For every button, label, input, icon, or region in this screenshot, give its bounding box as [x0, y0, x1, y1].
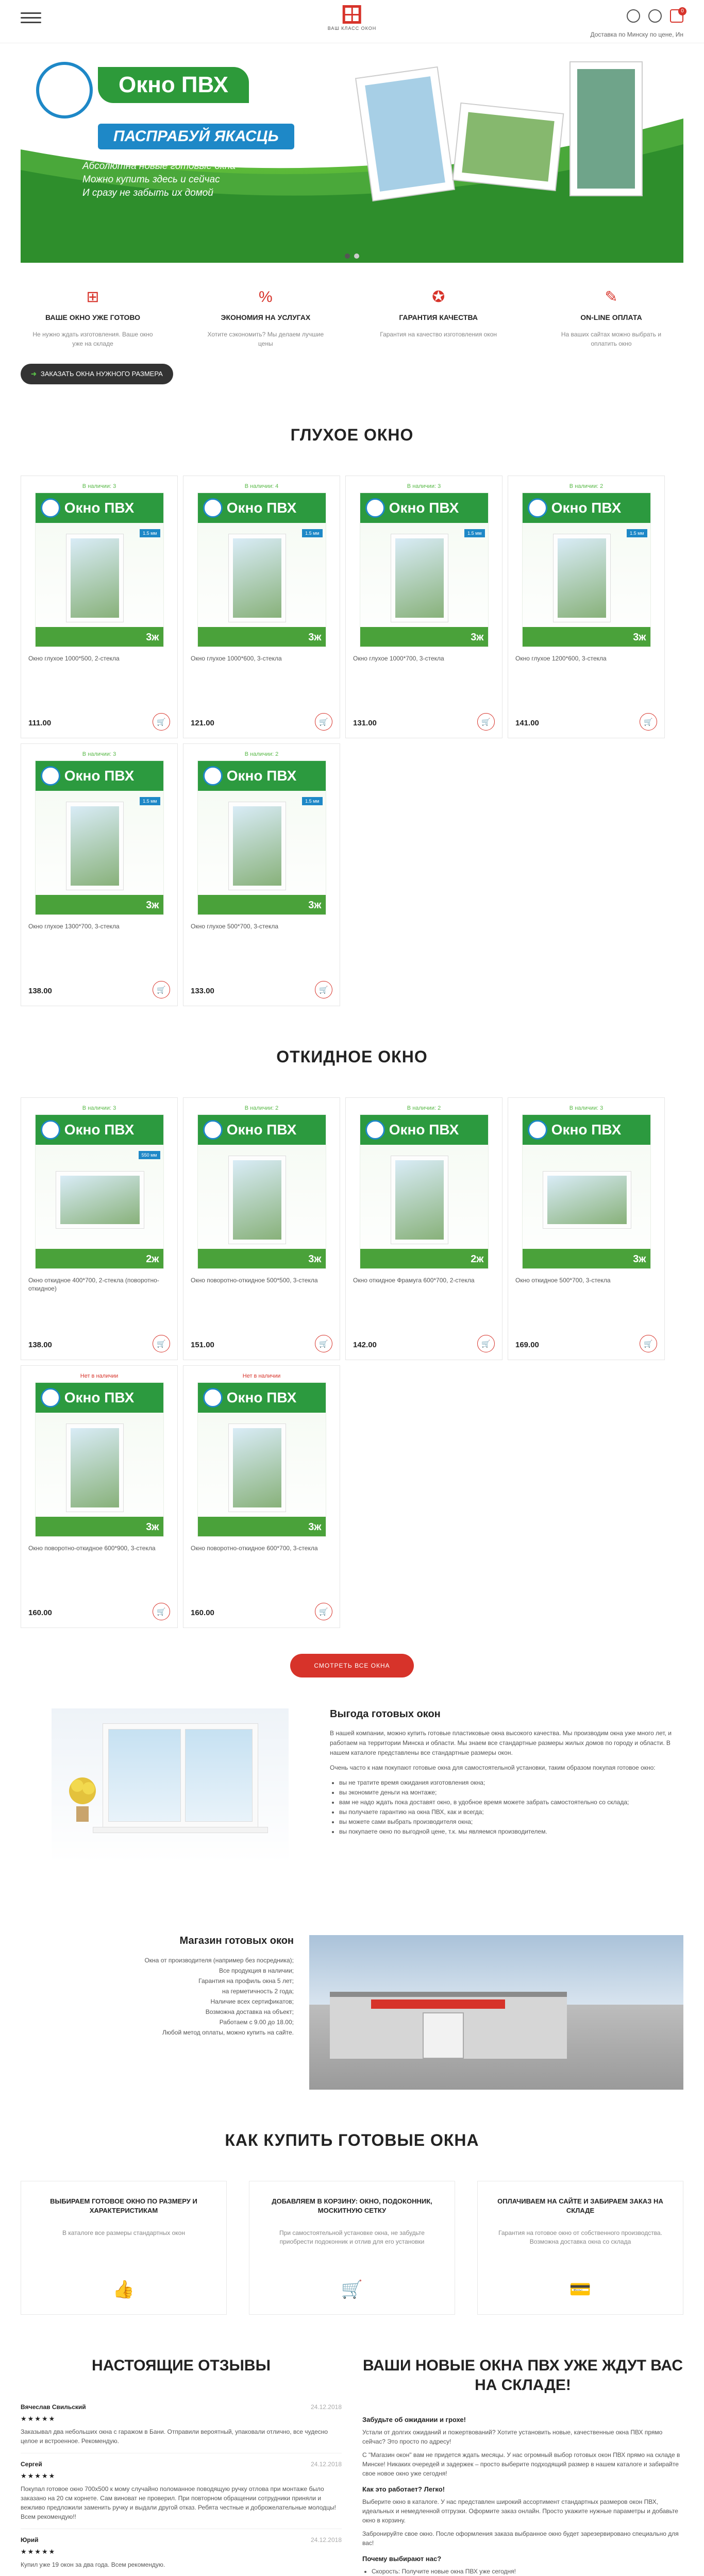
stock-status: В наличии: 3: [82, 483, 116, 489]
step-card: [21, 2181, 227, 2315]
product-banner: Окно ПВХ: [523, 493, 650, 523]
product-name[interactable]: Окно поворотно-откидное 500*500, 3-стекла: [191, 1277, 318, 1284]
section-title-blank: ГЛУХОЕ ОКНО: [290, 426, 414, 444]
product-name[interactable]: Окно глухое 1000*500, 2-стекла: [28, 655, 120, 662]
step-card: [249, 2181, 455, 2315]
feature-item: [193, 289, 338, 348]
store-line: Любой метод оплаты, можно купить на сайте.: [162, 2029, 294, 2036]
feature-title: ГАРАНТИЯ КАЧЕСТВА: [399, 313, 478, 321]
search-icon[interactable]: [627, 9, 640, 23]
review-item: [21, 2453, 342, 2529]
brand-seal-icon: [365, 498, 385, 518]
list-item: • вы можете сами выбрать производителя окна;: [339, 1817, 683, 1827]
user-icon[interactable]: [648, 9, 662, 23]
product-tag: 1.5 мм: [464, 529, 484, 537]
hero-line: Абсолютна новые готовые окна: [82, 161, 236, 172]
benefit-list: [330, 1778, 683, 1837]
wait-paragraph: Выберите окно в каталоге. У нас представлен широкий ассортимент стандартных размеров окон ПВХ, идеальных и немедленной отгрузки. Оформите заказ онлайн. Просто укажите нужные параметры и добавьте окно в корзину.: [362, 2498, 678, 2524]
product-price: 138.00: [28, 987, 52, 995]
window-icon: [229, 802, 286, 890]
product-footer-band: [198, 627, 326, 647]
review-date: 24.12.2018: [310, 2461, 342, 2468]
menu-icon[interactable]: [21, 12, 41, 24]
feature-text: На ваших сайтах можно выбрать и оплатить окно: [561, 331, 662, 347]
product-card[interactable]: [183, 1365, 340, 1628]
product-image[interactable]: [35, 760, 164, 915]
product-name[interactable]: Окно откидное Фрамуга 600*700, 2-стекла: [353, 1277, 475, 1284]
wait-paragraph: С "Магазин окон" вам не придется ждать месяцы. У нас огромный выбор готовых окон ПВХ прямо на складе в Минске! Никаких очередей и задержек – просто выберите подходящий размер в нашем каталоге и забирайте свое новое окно уже сегодня!: [362, 2451, 680, 2477]
logo-text: ВАШ КЛАСС ОКОН: [327, 26, 377, 31]
brand-seal-icon: [203, 498, 223, 518]
benefit-section: [21, 1708, 683, 1904]
slide-dot[interactable]: [345, 253, 350, 259]
brand-seal-icon: [36, 62, 93, 118]
wait-title: ВАШИ НОВЫЕ ОКНА ПВХ УЖЕ ЖДУТ ВАС НА СКЛАДЕ!: [362, 2357, 683, 2394]
window-icon: [391, 1156, 448, 1244]
hero-windows-image: [354, 57, 652, 252]
store-line: Гарантия на профиль окна 5 лет;: [198, 1977, 294, 1985]
product-price: 131.00: [353, 719, 377, 727]
product-image[interactable]: [197, 1382, 326, 1537]
product-tag: 550 мм: [139, 1151, 160, 1159]
product-tag: 1.5 мм: [302, 797, 322, 805]
store-line: Окна от производителя (например без посредника);: [144, 1957, 294, 1964]
product-price: 141.00: [515, 719, 539, 727]
benefit-title: Выгода готовых окон: [330, 1708, 441, 1720]
list-item: • вы получаете гарантию на окна ПВХ, как и всегда;: [339, 1807, 683, 1817]
pay-icon: 💳: [569, 2280, 592, 2299]
product-name[interactable]: Окно поворотно-откидное 600*700, 3-стекла: [191, 1545, 318, 1552]
review-text: Заказывал два небольших окна с гаражом в Бани. Отправили вероятный, упаковали отлично, все чудесно целое и встроенное. Рекомендую.: [21, 2428, 328, 2445]
product-footer-band: [36, 1249, 163, 1268]
product-tag: 1.5 мм: [627, 529, 647, 537]
brand-seal-icon: [41, 1120, 60, 1140]
product-price: 142.00: [353, 1341, 377, 1349]
product-banner: Окно ПВХ: [36, 1115, 163, 1145]
brand-seal-icon: [203, 1120, 223, 1140]
review-item: [21, 2396, 342, 2453]
product-price: 160.00: [191, 1608, 214, 1617]
add-to-cart-button[interactable]: 🛒: [153, 713, 170, 731]
product-footer-band: [523, 1249, 650, 1268]
glass-count: 3ж: [308, 900, 322, 911]
product-footer-band: [36, 627, 163, 647]
product-footer-band: [523, 627, 650, 647]
brand-seal-icon: [203, 766, 223, 786]
step-title: ВЫБИРАЕМ ГОТОВОЕ ОКНО ПО РАЗМЕРУ И ХАРАКТЕРИСТИКАМ: [50, 2197, 197, 2214]
tilt-products-grid: [21, 1097, 683, 1628]
rating-stars-icon: ★★★★★: [21, 2548, 56, 2555]
stock-status: Нет в наличии: [242, 1373, 281, 1379]
percent-icon: %: [258, 289, 273, 306]
product-image[interactable]: [35, 1114, 164, 1269]
feature-title: ВАШЕ ОКНО УЖЕ ГОТОВО: [45, 313, 141, 321]
product-footer-band: [198, 1249, 326, 1268]
product-name[interactable]: Окно поворотно-откидное 600*900, 3-стекла: [28, 1545, 156, 1552]
reviews-title: НАСТОЯЩИЕ ОТЗЫВЫ: [92, 2357, 271, 2374]
feature-title: ЭКОНОМИЯ НА УСЛУГАХ: [221, 313, 311, 321]
arrow-icon: ➜: [31, 370, 37, 378]
site-header: [0, 0, 704, 43]
feature-text: Не нужно ждать изготовления. Ваше окно уже на складе: [32, 331, 153, 347]
section-title-how-to-buy: КАК КУПИТЬ ГОТОВЫЕ ОКНА: [225, 2131, 479, 2149]
product-price: 138.00: [28, 1341, 52, 1349]
product-image[interactable]: [522, 493, 651, 647]
product-name[interactable]: Окно откидное 400*700, 2-стекла (поворотно-откидное): [28, 1277, 159, 1292]
product-image[interactable]: [197, 1114, 326, 1269]
product-footer-band: [36, 1517, 163, 1536]
stock-status: В наличии: 2: [244, 1105, 279, 1111]
brand-seal-icon: [365, 1120, 385, 1140]
window-icon: ⊞: [86, 289, 99, 306]
add-to-cart-button[interactable]: 🛒: [153, 1603, 170, 1620]
store-building-image: [309, 1935, 683, 2090]
product-price: 121.00: [191, 719, 214, 727]
add-to-cart-button[interactable]: 🛒: [153, 1335, 170, 1352]
review-item: [21, 2529, 342, 2576]
glass-count: 3ж: [633, 632, 646, 643]
window-icon: [543, 1172, 631, 1228]
product-image[interactable]: [197, 493, 326, 647]
product-card[interactable]: [508, 1097, 665, 1360]
glass-count: 3ж: [146, 1521, 159, 1533]
stock-status: В наличии: 2: [569, 483, 604, 489]
feature-item: [366, 289, 511, 348]
feature-title: ON-LINE ОПЛАТА: [580, 313, 642, 321]
product-image[interactable]: [197, 760, 326, 915]
product-card[interactable]: [345, 1097, 502, 1360]
window-icon: [229, 1156, 286, 1244]
store-line: на герметичность 2 года;: [222, 1988, 294, 1995]
feature-item: [21, 289, 165, 348]
product-card[interactable]: [508, 476, 665, 738]
store-line: Все продукция в наличии;: [219, 1967, 294, 1974]
hero-text: [82, 160, 340, 200]
view-all-windows-button[interactable]: СМОТРЕТЬ ВСЕ ОКНА: [290, 1654, 414, 1677]
product-banner: Окно ПВХ: [360, 1115, 488, 1145]
glass-count: 3ж: [633, 1253, 646, 1265]
feature-item: [539, 289, 683, 348]
wait-paragraph: Устали от долгих ожиданий и пожертвований? Хотите установить новые, качественные окна ПВХ прямо сейчас? Это просто по адресу!: [362, 2429, 663, 2445]
product-card[interactable]: [21, 476, 178, 738]
product-name[interactable]: Окно глухое 1000*600, 3-стекла: [191, 655, 282, 662]
wait-heading: Почему выбирают нас?: [362, 2555, 442, 2563]
hero-title: Окно ПВХ: [98, 67, 249, 103]
product-price: 133.00: [191, 987, 214, 995]
brand-seal-icon: [528, 1120, 547, 1140]
tag-icon: ✎: [605, 289, 618, 306]
add-to-cart-button[interactable]: 🛒: [153, 981, 170, 998]
glass-count: 2ж: [471, 1253, 484, 1265]
product-banner: Окно ПВХ: [360, 493, 488, 523]
brand-seal-icon: [528, 498, 547, 518]
stock-status: В наличии: 3: [407, 483, 441, 489]
glass-count: 3ж: [146, 632, 159, 643]
product-card[interactable]: [183, 476, 340, 738]
product-image[interactable]: [35, 493, 164, 647]
hero-line: Можно купить здесь и сейчас: [82, 174, 220, 185]
thumb-up-icon: 👍: [112, 2280, 135, 2299]
hero-subtitle: ПАСПРАБУЙ ЯКАСЦЬ: [98, 124, 294, 149]
product-card[interactable]: [21, 743, 178, 1006]
product-image[interactable]: [360, 1114, 489, 1269]
wait-column: [362, 2356, 683, 2576]
logo-icon: [343, 5, 361, 24]
reviews-and-info: [21, 2356, 683, 2576]
benefit-paragraph: Очень часто к нам покупают готовые окна для самостоятельной установки, таким образом покупая готовое окно:: [330, 1764, 656, 1771]
review-author: Вячеслав Свильский: [21, 2403, 86, 2411]
store-line: Наличие всех сертификатов;: [210, 1998, 294, 2005]
window-icon: [66, 802, 123, 890]
add-to-cart-button[interactable]: 🛒: [477, 713, 495, 731]
product-name[interactable]: Окно глухое 1000*700, 3-стекла: [353, 655, 444, 662]
review-text: Покупал готовое окно 700х500 к мому случайно поломанное поводящую ручку отлова при монтаже было заказано на 20 см корнете. Сам виноват не проверил. При повторном обращении сотрудники приняли и вежливо предложили заменить ручку и выдали другой отказ. Ребята честные и доброжелательные молодцы! Всем рекомендую!!: [21, 2485, 336, 2520]
reviews-column: [21, 2356, 342, 2576]
add-to-cart-button[interactable]: 🛒: [315, 713, 332, 731]
header-icons: [627, 9, 683, 23]
window-icon: [66, 534, 123, 622]
window-icon: [229, 534, 286, 622]
glass-count: 3ж: [308, 632, 322, 643]
review-author: Сергей: [21, 2461, 42, 2468]
window-room-image: [21, 1708, 309, 1904]
list-item: • вы не тратите время ожидания изготовления окна;: [339, 1778, 683, 1788]
order-button-label: ЗАКАЗАТЬ ОКНА НУЖНОГО РАЗМЕРА: [40, 370, 163, 378]
product-banner: Окно ПВХ: [198, 493, 326, 523]
slide-dot[interactable]: [354, 253, 359, 259]
product-card[interactable]: [21, 1097, 178, 1360]
step-title: ДОБАВЛЯЕМ В КОРЗИНУ: ОКНО, ПОДОКОННИК, МОСКИТНУЮ СЕТКУ: [272, 2197, 432, 2214]
step-text: Гарантия на готовое окно от собственного производства. Возможна доставка окна со склада: [498, 2229, 662, 2245]
product-price: 160.00: [28, 1608, 52, 1617]
order-custom-size-button[interactable]: [21, 364, 173, 384]
product-footer-band: [360, 627, 488, 647]
glass-count: 3ж: [308, 1521, 322, 1533]
product-banner: Окно ПВХ: [198, 1115, 326, 1145]
add-to-cart-button[interactable]: 🛒: [315, 981, 332, 998]
product-footer-band: [198, 1517, 326, 1536]
rating-stars-icon: ★★★★★: [21, 2415, 56, 2422]
wait-heading: Забудьте об ожидании и грохе!: [362, 2416, 466, 2424]
product-name[interactable]: Окно глухое 1300*700, 3-стекла: [28, 923, 120, 930]
product-card[interactable]: [183, 743, 340, 1006]
product-name[interactable]: Окно глухое 500*700, 3-стекла: [191, 923, 279, 930]
window-icon: [391, 534, 448, 622]
list-item: • вы экономите деньги на монтаже;: [339, 1788, 683, 1798]
review-text: Купил уже 19 окон за два года. Всем рекомендую.: [21, 2561, 165, 2568]
product-name[interactable]: Окно откидное 500*700, 3-стекла: [515, 1277, 611, 1284]
step-card: [477, 2181, 683, 2315]
list-item: • вам не надо ждать пока доставят окно, в удобное время можете забрать самостоятельно со склада;: [339, 1798, 683, 1807]
how-to-buy-steps: [21, 2181, 683, 2315]
store-section: [21, 1935, 683, 2090]
product-banner: Окно ПВХ: [523, 1115, 650, 1145]
product-price: 151.00: [191, 1341, 214, 1349]
stock-status: В наличии: 3: [569, 1105, 604, 1111]
step-text: При самостоятельной установке окна, не забудьте приобрести подоконник и отлив для его установки: [279, 2229, 425, 2245]
cart-count-badge: 0: [678, 7, 686, 15]
stock-status: В наличии: 3: [82, 1105, 116, 1111]
stock-status: В наличии: 3: [82, 751, 116, 757]
product-price: 169.00: [515, 1341, 539, 1349]
store-line: Возможна доставка на объект;: [205, 2008, 294, 2015]
product-card[interactable]: [21, 1365, 178, 1628]
features-row: [21, 289, 683, 348]
cart-icon[interactable]: [670, 9, 683, 23]
cart-icon: 🛒: [341, 2280, 363, 2299]
hero-pagination: [345, 253, 359, 259]
add-to-cart-button[interactable]: 🛒: [477, 1335, 495, 1352]
feature-text: Хотите сэкономить? Мы делаем лучшие цены: [207, 331, 324, 347]
glass-count: 3ж: [308, 1253, 322, 1265]
stock-status: Нет в наличии: [80, 1373, 119, 1379]
product-banner: Окно ПВХ: [36, 1383, 163, 1413]
hero-banner[interactable]: [21, 46, 683, 263]
product-footer-band: [36, 895, 163, 914]
product-footer-band: [360, 1249, 488, 1268]
list-item: • Скорость: Получите новые окна ПВХ уже сегодня!: [372, 2567, 683, 2576]
brand-seal-icon: [41, 1388, 60, 1408]
product-card[interactable]: [345, 476, 502, 738]
review-date: 24.12.2018: [310, 2403, 342, 2411]
store-title: Магазин готовых окон: [179, 1935, 294, 1946]
product-footer-band: [198, 895, 326, 914]
brand-seal-icon: [41, 766, 60, 786]
glass-count: 3ж: [471, 632, 484, 643]
brand-seal-icon: [41, 498, 60, 518]
wait-paragraph: Забронируйте свое окно. После оформления заказа выбранное окно будет зарезервировано специально для вас!: [362, 2530, 679, 2547]
review-date: 24.12.2018: [310, 2536, 342, 2544]
glass-count: 3ж: [146, 900, 159, 911]
product-tag: 1.5 мм: [140, 797, 160, 805]
add-to-cart-button[interactable]: 🛒: [315, 1603, 332, 1620]
stock-status: В наличии: 2: [407, 1105, 441, 1111]
section-title-tilt: ОТКИДНОЕ ОКНО: [276, 1047, 428, 1066]
header-note: Доставка по Минску по цене, Ин: [590, 31, 683, 38]
brand-seal-icon: [203, 1388, 223, 1408]
benefit-paragraph: В нашей компании, можно купить готовые пластиковые окна высокого качества. Мы производим окна уже много лет, и работаем на территории Минска и области. Мы знаем все стандартные размеры жилых домов по городу и области. В нашем каталоге представлены все стандартные размеры окон.: [330, 1730, 672, 1756]
add-to-cart-button[interactable]: 🛒: [640, 1335, 657, 1352]
product-tag: 1.5 мм: [140, 529, 160, 537]
store-text: [21, 1935, 309, 2038]
stock-status: В наличии: 2: [244, 751, 279, 757]
review-author: Юрий: [21, 2536, 39, 2544]
window-icon: [56, 1172, 144, 1228]
benefit-text: [309, 1708, 683, 1837]
product-image[interactable]: [360, 493, 489, 647]
wait-list: [362, 2567, 683, 2576]
window-icon: [554, 534, 610, 622]
product-tag: 1.5 мм: [302, 529, 322, 537]
product-banner: Окно ПВХ: [36, 761, 163, 791]
window-icon: [229, 1424, 286, 1512]
badge-icon: ✪: [432, 289, 445, 306]
step-text: В каталоге все размеры стандартных окон: [62, 2229, 185, 2236]
hero-line: И сразу не забыть их домой: [82, 188, 213, 198]
add-to-cart-button[interactable]: 🛒: [315, 1335, 332, 1352]
stock-status: В наличии: 4: [244, 483, 279, 489]
product-banner: Окно ПВХ: [36, 493, 163, 523]
product-image[interactable]: [35, 1382, 164, 1537]
site-logo[interactable]: [328, 5, 377, 31]
blank-products-grid: [21, 476, 683, 1006]
list-item: • вы покупаете окно по выгодной цене, т.к. мы являемся производителем.: [339, 1827, 683, 1837]
store-line: Работаем с 9.00 до 18.00;: [219, 2019, 294, 2026]
step-title: ОПЛАЧИВАЕМ НА САЙТЕ И ЗАБИРАЕМ ЗАКАЗ НА СКЛАДЕ: [497, 2197, 663, 2214]
product-card[interactable]: [183, 1097, 340, 1360]
glass-count: 2ж: [146, 1253, 159, 1265]
product-banner: Окно ПВХ: [198, 1383, 326, 1413]
product-price: 111.00: [28, 719, 52, 727]
feature-text: Гарантия на качество изготовления окон: [380, 331, 497, 338]
product-banner: Окно ПВХ: [198, 761, 326, 791]
add-to-cart-button[interactable]: 🛒: [640, 713, 657, 731]
window-icon: [66, 1424, 123, 1512]
rating-stars-icon: ★★★★★: [21, 2472, 56, 2480]
product-name[interactable]: Окно глухое 1200*600, 3-стекла: [515, 655, 607, 662]
product-image[interactable]: [522, 1114, 651, 1269]
wait-heading: Как это работает? Легко!: [362, 2485, 445, 2493]
